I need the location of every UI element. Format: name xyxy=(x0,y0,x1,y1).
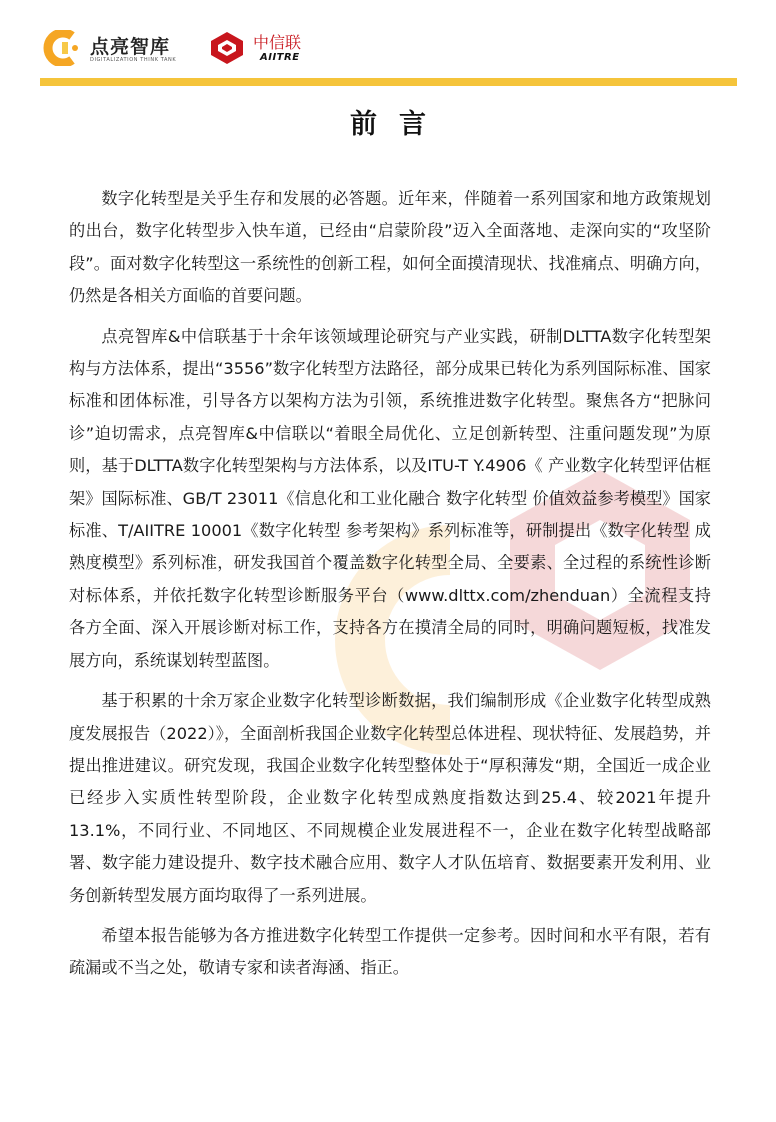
zhongxinlian-logo-name: 中信联 xyxy=(253,33,302,52)
dianliang-logo-subtitle: DIGITALIZATION THINK TANK xyxy=(90,57,177,63)
preface-body xyxy=(69,183,711,993)
page-title: 前言 xyxy=(350,109,448,140)
paragraph-3: 基于积累的十余万家企业数字化转型诊断数据，我们编制形成《企业数字化转型成熟度发展报告（2022）》，全面剖析我国企业数字化转型总体进程、现状特征、发展趋势，并提出推进建议。研究发现，我国企业数字化转型整体处于“厚积薄发“期，全国近一成企业已经步入实质性转型阶段，企业数字化转型成熟度指数达到25.4、较2021年提升13.1%，不同行业、不同地区、不同规模企业发展进程不一，企业在数字化转型战略部署、数字能力建设提升、数字技术融合应用、数字人才队伍培育、数据要素开发利用、业务创新转型发展方面均取得了一系列进展。 xyxy=(69,691,711,905)
dianliang-logo xyxy=(40,26,200,70)
zhongxinlian-logo-subtitle: AIITRE xyxy=(260,52,300,63)
dianliang-logo-icon xyxy=(42,30,82,66)
page-header xyxy=(0,0,776,90)
zhongxinlian-logo xyxy=(208,26,318,70)
paragraph-4: 希望本报告能够为各方推进数字化转型工作提供一定参考。因时间和水平有限，若有疏漏或不当之处，敬请专家和读者海涵、指正。 xyxy=(69,925,711,978)
zhongxinlian-logo-icon xyxy=(208,30,246,66)
paragraph-1: 数字化转型是关乎生存和发展的必答题。近年来，伴随着一系列国家和地方政策规划的出台，数字化转型步入快车道，已经由“启蒙阶段”迈入全面落地、走深向实的“攻坚阶段”。面对数字化转型这一系统性的创新工程，如何全面摸清现状、找准痛点、明确方向，仍然是各相关方面临的首要问题。 xyxy=(69,189,711,306)
paragraph-2: 点亮智库&中信联基于十余年该领域理论研究与产业实践，研制DLTTA数字化转型架构与方法体系，提出“3556”数字化转型方法路径，部分成果已转化为系列国际标准、国家标准和团体标准，引导各方以架构方法为引领，系统推进数字化转型。聚焦各方“把脉问诊”迫切需求，点亮智库&中信联以“着眼全局优化、立足创新转型、注重问题发现”为原则，基于DLTTA数字化转型架构与方法体系，以及ITU-T Y.4906《 产业数字化转型评估框架》国际标准、GB/T 23011《信息化和工业化融合 数字化转型 价值效益参考模型》国家标准、T/AIITRE 10001《数字化转型 参考架构》系列标准等，研制提出《数字化转型 成熟度模型》系列标准，研发我国首个覆盖数字化转型全局、全要素、全过程的系统性诊断对标体系，并依托数字化转型诊断服务平台（www.dlttx.com/zhenduan）全流程支持各方全面、深入开展诊断对标工作，支持各方在摸清全局的同时，明确问题短板，找准发展方向，系统谋划转型蓝图。 xyxy=(69,326,711,670)
header-divider-bar xyxy=(40,78,737,86)
dianliang-logo-name: 点亮智库 xyxy=(90,36,171,58)
